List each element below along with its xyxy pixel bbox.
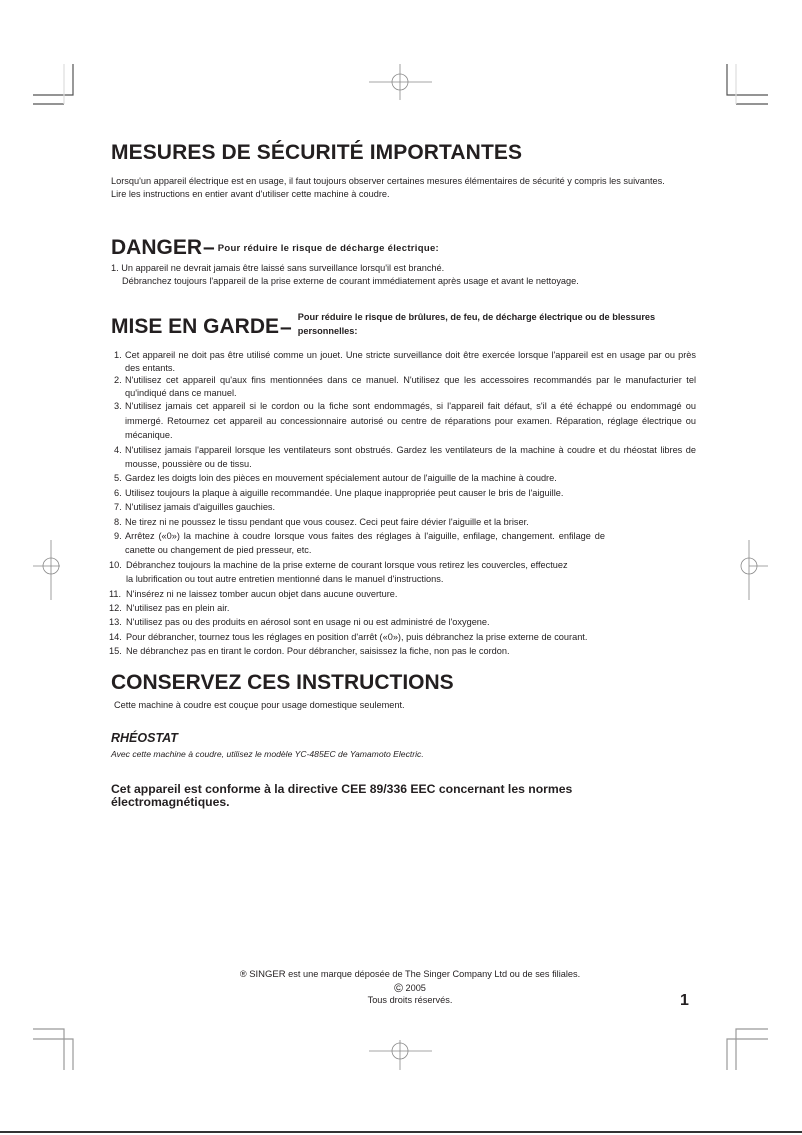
item-text: Utilisez toujours la plaque à aiguille recommandée. Une plaque inappropriée peut causer le bris de l'aiguille. <box>125 487 564 498</box>
rights-line: Tous droits réservés. <box>367 995 453 1005</box>
warning-item <box>111 349 696 374</box>
item-number: 5. <box>114 473 122 484</box>
page-bottom-border <box>0 1131 802 1133</box>
item-number: 10. <box>109 559 122 570</box>
item-text: Cet appareil ne doit pas être utilisé comme un jouet. Une stricte surveillance doit être exercée lorsque l'appareil est en usage par ou près des entants. <box>125 350 696 373</box>
warning-item <box>111 644 696 658</box>
item-number: 4. <box>114 444 122 455</box>
copyright-icon: © <box>394 980 403 995</box>
warning-item <box>111 515 696 529</box>
item-text: N'utilisez pas ou des produits en aérosol sont en usage ni ou est administré de l'oxygene. <box>126 617 490 628</box>
registered-icon: ® <box>239 969 247 979</box>
warning-item <box>111 486 696 500</box>
item-text: Ne débranchez pas en tirant le cordon. Pour débrancher, saisissez la fiche, non pas le cordon. <box>126 646 510 657</box>
page-title: MESURES DE SÉCURITÉ IMPORTANTES <box>111 141 523 164</box>
warning-item <box>111 443 696 472</box>
item-text: Ne tirez ni ne poussez le tissu pendant que vous cousez. Ceci peut faire dévier l'aiguille et la briser. <box>125 516 529 527</box>
copyright-line <box>200 982 620 995</box>
danger-dash: – <box>203 236 215 259</box>
intro-line: Lorsqu'un appareil électrique est en usage, il faut toujours observer certaines mesures élémentaires de sécurité y compris les suivantes. <box>111 176 665 186</box>
warning-list <box>111 349 696 659</box>
rheostat-text: Avec cette machine à coudre, utilisez le modèle YC-485EC de Yamamoto Electric. <box>111 749 424 759</box>
danger-label: DANGER <box>111 236 203 259</box>
danger-heading <box>111 236 439 260</box>
domestic-use-note: Cette machine à coudre est couçue pour usage domestique seulement. <box>114 700 405 710</box>
item-text: N'utilisez cet appareil qu'aux fins mentionnées dans ce manuel. N'utilisez que les accessoires recommandés par le manufacturier tel qu'indiqué dans ce manuel. <box>125 375 696 398</box>
item-text: N'utilisez jamais d'aiguilles gauchies. <box>125 502 276 513</box>
warning-item <box>111 399 696 442</box>
danger-list <box>111 262 711 287</box>
keep-instructions-heading: CONSERVEZ CES INSTRUCTIONS <box>111 671 454 694</box>
item-number: 14. <box>109 631 122 642</box>
intro-line: Lire les instructions en entier avant d'utiliser cette machine à coudre. <box>111 188 390 199</box>
item-number: 15. <box>109 646 122 657</box>
warning-item <box>111 587 696 601</box>
page-number: 1 <box>680 992 689 1009</box>
copyright-year: 2005 <box>405 982 426 993</box>
danger-subtitle: Pour réduire le risque de décharge électrique: <box>217 243 439 254</box>
warning-heading <box>111 311 678 340</box>
conformity-statement: Cet appareil est conforme à la directive CEE 89/336 EEC concernant les normes électromagnétiques. <box>111 782 573 809</box>
warning-item <box>111 529 605 558</box>
warning-item <box>111 630 696 644</box>
item-number: 12. <box>109 603 122 614</box>
item-number: 7. <box>114 502 122 513</box>
warning-item <box>111 558 576 587</box>
warning-item <box>111 601 696 615</box>
warning-dash: – <box>280 316 292 339</box>
item-number: 6. <box>114 487 122 498</box>
warning-item <box>111 500 696 514</box>
danger-item-continuation: Débranchez toujours l'appareil de la prise externe de courant immédiatement après usage et avant le nettoyage. <box>122 275 579 286</box>
item-text: N'utilisez jamais l'appareil lorsque les ventilateurs sont obstrués. Gardez les ventilateurs de la machine à coudre et du rhéostat libres de mousse, poussière ou de tissu. <box>125 444 696 469</box>
rheostat-heading: RHÉOSTAT <box>111 731 178 745</box>
warning-label: MISE EN GARDE <box>111 315 280 338</box>
item-number: 8. <box>114 516 122 527</box>
item-text: Arrêtez («0») la machine à coudre lorsque vous faites des réglages à l'aiguille, enfilage, changement. enfilage de canette ou changement de pied presseur, etc. <box>125 531 605 556</box>
item-text: N'insérez ni ne laissez tomber aucun objet dans aucune ouverture. <box>126 588 398 599</box>
warning-item <box>111 374 696 399</box>
item-text: Débranchez toujours la machine de la prise externe de courant lorsque vous retirez les couvercles, effectuez la lubrification ou tout autre entretien mentionné dans le manuel d'instructions. <box>126 559 568 585</box>
item-number: 9. <box>114 531 122 542</box>
footer <box>200 968 620 1007</box>
item-text: N'utilisez jamais cet appareil si le cordon ou la fiche sont endommagés, si l'appareil fait défaut, s'il a été échappé ou endommagé ou immergé. Retournez cet appareil au concessionnaire autorisé ou centre de réparations pour examen. Réparation, réglage électrique ou mécanique. <box>125 401 696 441</box>
trademark-text: est une marque déposée de The Singer Company Ltd ou de ses filiales. <box>285 969 581 979</box>
item-number: 11. <box>109 588 122 599</box>
danger-item: 1. Un appareil ne devrait jamais être laissé sans surveillance lorsqu'il est branché. <box>111 263 445 273</box>
item-text: Gardez les doigts loin des pièces en mouvement spécialement autour de l'aiguille de la machine à coudre. <box>125 473 557 484</box>
item-text: N'utilisez pas en plein air. <box>126 603 230 614</box>
item-number: 1. <box>114 350 122 360</box>
warning-item <box>111 471 696 485</box>
warning-subtitle: Pour réduire le risque de brûlures, de feu, de décharge électrique ou de blessures personnelles: <box>297 312 656 336</box>
brand-name: SINGER <box>249 969 286 980</box>
item-text: Pour débrancher, tournez tous les réglages en position d'arrêt («0»), puis débranchez la prise externe de courant. <box>126 631 588 642</box>
item-number: 13. <box>109 617 122 628</box>
item-number: 2. <box>114 375 122 386</box>
trademark-line <box>200 968 620 982</box>
intro-paragraph <box>111 175 701 200</box>
warning-item <box>111 615 696 629</box>
item-number: 3. <box>114 401 122 412</box>
